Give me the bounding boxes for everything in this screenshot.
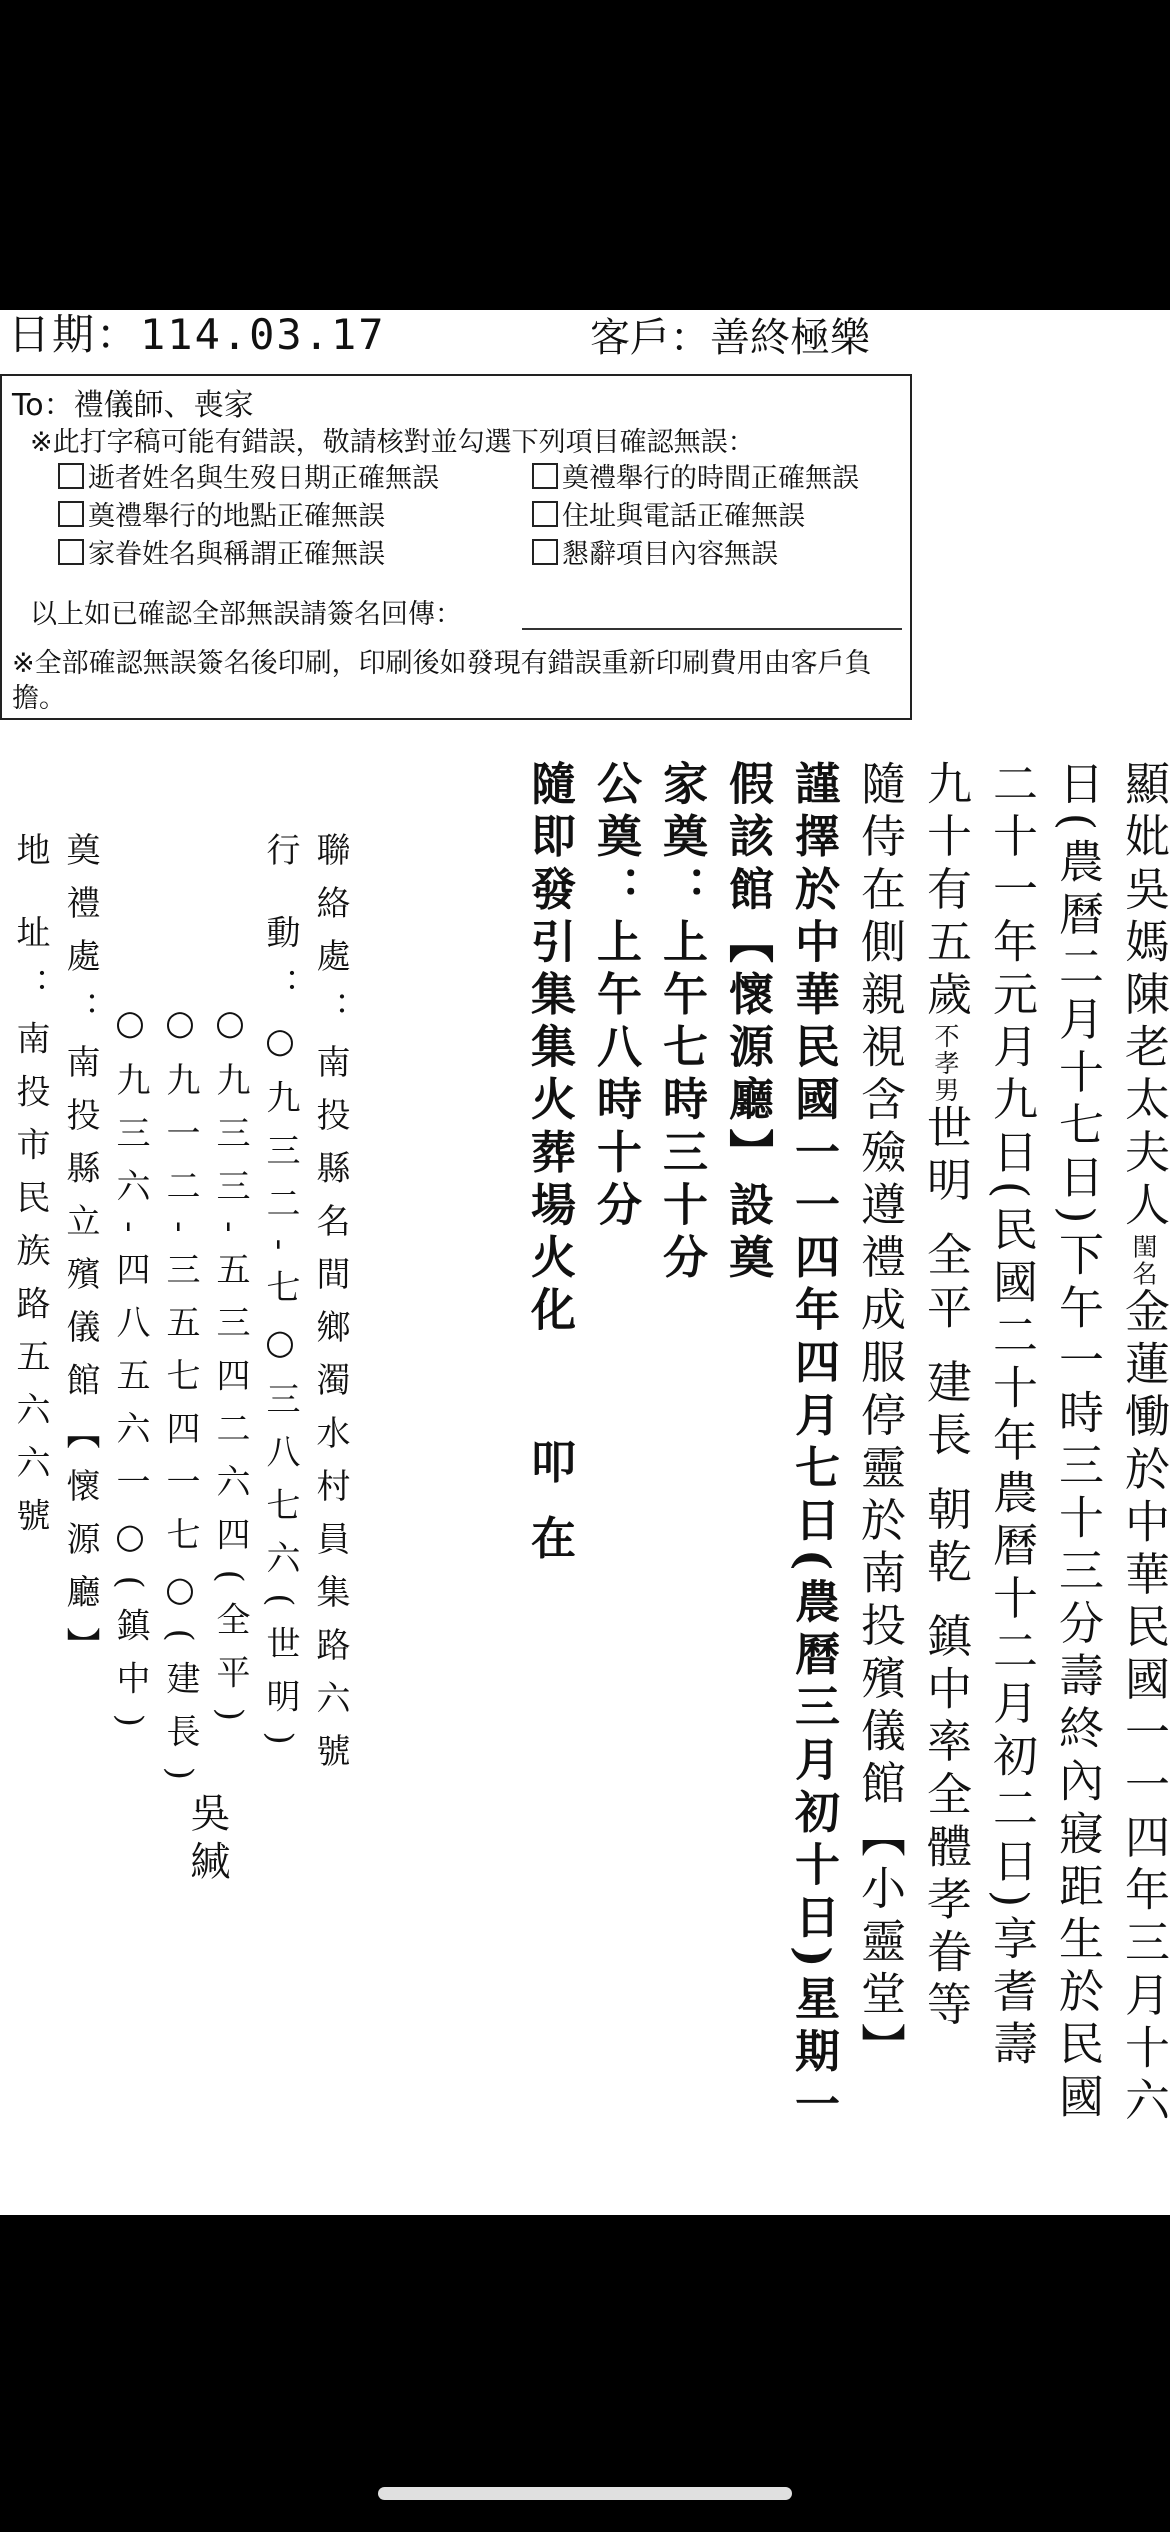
obituary-column-1: [1117, 760, 1170, 2130]
recipient-line: To：禮儀師、喪家: [12, 388, 254, 423]
checkbox-square[interactable]: [532, 463, 558, 489]
obituary-text: 世明 全平 建長 朝乾 鎮中率全體孝眷等: [919, 1104, 972, 2034]
checkbox-name-dates[interactable]: [58, 456, 439, 495]
contact-address: 聯絡處：南投縣名間鄉濁水村員集路六號: [310, 832, 350, 1786]
obituary-column-6: 謹擇於中華民國一一四年四月七日(農曆三月初十日)星期一: [787, 760, 840, 2133]
obituary-annotation: 不孝男: [931, 1023, 960, 1104]
checkbox-label: 家眷姓名與稱謂正確無誤: [88, 539, 385, 570]
confirmation-box: [0, 374, 912, 720]
contact-mobile-jianchang: ○九一二-三五七四一七○(建長): [160, 1003, 200, 1800]
checkbox-square[interactable]: [58, 463, 84, 489]
signature-line[interactable]: [522, 628, 902, 630]
checkbox-ceremony-time[interactable]: [532, 456, 859, 495]
obituary-text: 金蓮慟於中華民國一一四年三月十六: [1117, 1287, 1170, 2130]
obituary-closing: 叩 在: [523, 1438, 576, 1568]
obituary-document: [0, 310, 1170, 2215]
checkbox-ceremony-location[interactable]: [58, 494, 385, 533]
checkbox-label: 懇辭項目內容無誤: [562, 539, 778, 570]
venue-address: 地 址：南投市民族路五六六號: [10, 832, 50, 1551]
checkbox-family-names[interactable]: [58, 532, 385, 571]
document-date: 日期：114.03.17: [8, 310, 386, 359]
family-signature: 吳緘: [184, 1792, 230, 1888]
obituary-column-7: 假該館【懷源廳】設奠: [721, 760, 774, 1286]
checkbox-square[interactable]: [58, 539, 84, 565]
ceremony-venue: 奠禮處：南投縣立殯儀館【懷源廳】: [60, 832, 100, 1680]
sign-prompt: 以上如已確認全部無誤請簽名回傳：: [30, 599, 462, 630]
obituary-column-3: 二十一年元月九日(民國二十年農曆十二月初二日)享耆壽: [985, 760, 1038, 2073]
checkbox-label: 住址與電話正確無誤: [562, 501, 805, 532]
obituary-annotation: 閨名: [1129, 1233, 1158, 1288]
checkbox-address-phone[interactable]: [532, 494, 805, 533]
obituary-column-9: 公奠：上午八時十分: [589, 760, 642, 1234]
obituary-text: 顯妣吳媽陳老太夫人: [1117, 760, 1170, 1234]
obituary-text: 九十有五歲: [919, 760, 972, 1023]
obituary-column-2: 日(農曆二月十七日)下午一時三十三分壽終內寢距生於民國: [1051, 760, 1104, 2126]
contact-mobile-zhenzhong: ○九三六-四八五六一○(鎮中): [110, 1003, 150, 1747]
checkbox-square[interactable]: [532, 539, 558, 565]
home-indicator[interactable]: [378, 2487, 792, 2500]
obituary-column-10: [523, 760, 576, 1568]
checkbox-label: 奠禮舉行的時間正確無誤: [562, 463, 859, 494]
obituary-column-5: 隨侍在側親視含殮遵禮成服停靈於南投殯儀館【小靈堂】: [853, 760, 906, 2075]
contact-mobile-shiming: 行 動：○九三二-七○三八七六(世明): [260, 832, 300, 1764]
printing-warning: ※全部確認無誤簽名後印刷，印刷後如發現有錯誤重新印刷費用由客戶負擔。: [12, 648, 872, 714]
checkbox-label: 逝者姓名與生歿日期正確無誤: [88, 463, 439, 494]
proofread-notice: ※此打字稿可能有錯誤，敬請核對並勾選下列項目確認無誤：: [30, 427, 755, 458]
obituary-text: 隨即發引集集火葬場火化: [523, 760, 576, 1339]
client-name: 客戶：善終極樂: [590, 315, 870, 361]
checkbox-decline-items[interactable]: [532, 532, 778, 571]
obituary-column-4: [919, 760, 972, 2034]
contact-mobile-quanping: ○九三三-五三四二六四(全平): [210, 1003, 250, 1741]
checkbox-square[interactable]: [532, 501, 558, 527]
checkbox-label: 奠禮舉行的地點正確無誤: [88, 501, 385, 532]
checkbox-square[interactable]: [58, 501, 84, 527]
obituary-column-8: 家奠：上午七時三十分: [655, 760, 708, 1286]
